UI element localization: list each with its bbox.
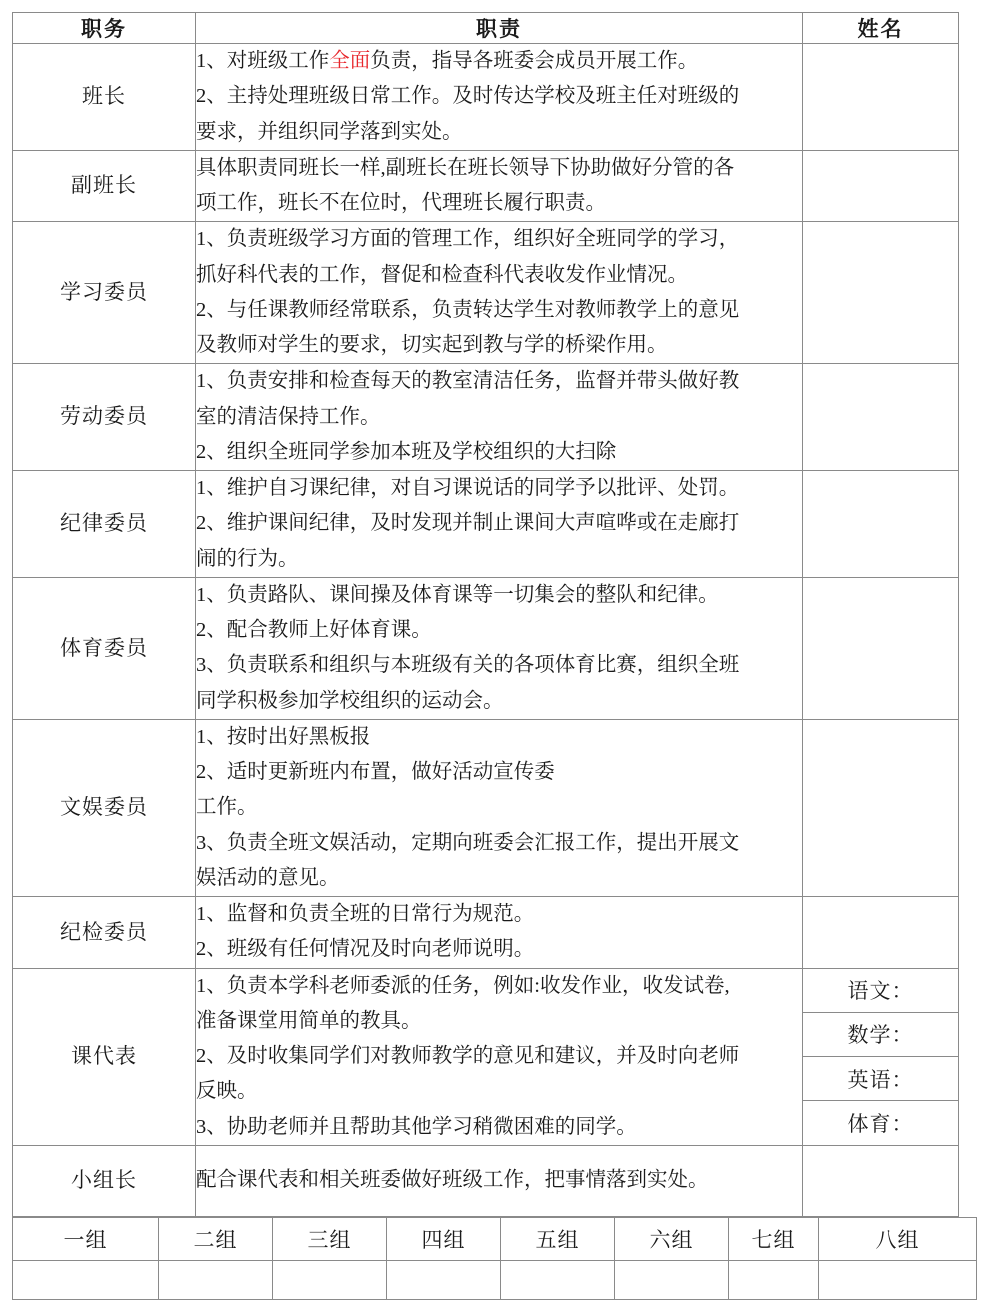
group-label-2: 二组 (159, 1217, 273, 1260)
duty-text (196, 471, 803, 578)
name-input-cell[interactable] (803, 897, 959, 969)
table-row (13, 1145, 959, 1216)
duty-line: 3、负责全班文娱活动，定期向班委会汇报工作，提出开展文 (196, 831, 740, 854)
duty-line: 具体职责同班长一样,副班长在班长领导下协助做好分管的各 (196, 156, 735, 179)
role-label: 纪律委员 (13, 471, 196, 578)
name-input-cell[interactable] (803, 150, 959, 222)
table-row (13, 577, 959, 719)
duty-line: 项工作，班长不在位时，代理班长履行职责。 (196, 192, 606, 214)
name-input-cell[interactable] (803, 577, 959, 719)
duty-text (196, 44, 803, 151)
duty-line: 2、组织全班同学参加本班及学校组织的大扫除 (196, 440, 617, 463)
duty-line: 抓好科代表的工作，督促和检查科代表收发作业情况。 (196, 263, 688, 286)
duty-line-pre: 1、对班级工作 (196, 50, 330, 72)
duty-line: 工作。 (196, 796, 258, 819)
class-duty-table (12, 12, 959, 1217)
duty-line: 2、及时收集同学们对教师教学的意见和建议，并及时向老师 (196, 1045, 740, 1067)
table-row (13, 364, 959, 471)
duty-line: 1、按时出好黑板报 (196, 725, 371, 748)
duty-text (196, 222, 803, 364)
role-label: 小组长 (13, 1145, 196, 1216)
duty-line: 3、负责联系和组织与本班级有关的各项体育比赛，组织全班 (196, 654, 740, 677)
group-label-4: 四组 (387, 1217, 501, 1260)
name-input-cell[interactable] (803, 471, 959, 578)
duty-line: 1、负责本学科老师委派的任务，例如:收发作业，收发试卷, (196, 974, 730, 997)
name-input-cell[interactable] (803, 719, 959, 896)
duty-line (196, 44, 802, 79)
name-input-cell[interactable] (803, 364, 959, 471)
duty-line: 要求，并组织同学落到实处。 (196, 120, 463, 143)
role-label: 文娱委员 (13, 719, 196, 896)
role-label: 班长 (13, 44, 196, 151)
group-label-3: 三组 (273, 1217, 387, 1260)
table-row (13, 222, 959, 364)
role-label: 副班长 (13, 150, 196, 222)
group-table-body (13, 1217, 977, 1299)
duty-line-post: 负责，指导各班委会成员开展工作。 (370, 50, 699, 72)
duty-text (196, 577, 803, 719)
header-name: 姓名 (803, 13, 959, 44)
group-label-6: 六组 (615, 1217, 729, 1260)
duty-line: 2、班级有任何情况及时向老师说明。 (196, 938, 535, 961)
duty-line: 2、适时更新班内布置，做好活动宣传委 (196, 761, 555, 783)
role-label: 体育委员 (13, 577, 196, 719)
duty-highlight: 全面 (329, 50, 371, 72)
duty-line: 反映。 (196, 1080, 258, 1103)
group-label-8: 八组 (819, 1217, 977, 1260)
duty-text (196, 1145, 803, 1216)
role-label: 劳动委员 (13, 364, 196, 471)
table-row (13, 968, 959, 1012)
group-label-5: 五组 (501, 1217, 615, 1260)
role-label: 纪检委员 (13, 897, 196, 969)
group-label-7: 七组 (729, 1217, 819, 1260)
group-table (12, 1217, 977, 1300)
duty-line: 2、维护课间纪律，及时发现并制止课间大声喧哗或在走廊打 (196, 512, 740, 535)
table-header-row (13, 13, 959, 44)
duty-line: 及教师对学生的要求，切实起到教与学的桥梁作用。 (196, 334, 668, 356)
table-row (13, 719, 959, 896)
role-label: 课代表 (13, 968, 196, 1145)
subject-english-cell[interactable]: 英语： (803, 1057, 959, 1101)
duty-line: 闹的行为。 (196, 547, 299, 570)
table-row (13, 44, 959, 151)
name-input-cell[interactable] (803, 222, 959, 364)
table-row (13, 150, 959, 222)
subject-pe-cell[interactable]: 体育： (803, 1101, 959, 1145)
duty-line: 准备课堂用简单的教具。 (196, 1009, 422, 1032)
duty-line: 1、负责班级学习方面的管理工作，组织好全班同学的学习， (196, 228, 740, 251)
duty-line: 娱活动的意见。 (196, 866, 340, 889)
duty-line: 1、维护自习课纪律，对自习课说话的同学予以批评、处罚。 (196, 477, 740, 499)
duty-line: 1、监督和负责全班的日常行为规范。 (196, 903, 535, 925)
duty-line: 室的清洁保持工作。 (196, 405, 381, 428)
duty-text (196, 897, 803, 969)
duty-line: 2、与任课教师经常联系，负责转达学生对教师教学上的意见 (196, 298, 740, 321)
duty-text (196, 968, 803, 1145)
duty-line: 同学积极参加学校组织的运动会。 (196, 689, 504, 712)
duty-line: 1、负责安排和检查每天的教室清洁任务，监督并带头做好教 (196, 370, 740, 393)
table-row (13, 471, 959, 578)
role-label: 学习委员 (13, 222, 196, 364)
group-header-row (13, 1217, 977, 1260)
subject-math-cell[interactable]: 数学： (803, 1012, 959, 1056)
duty-line: 1、负责路队、课间操及体育课等一切集会的整队和纪律。 (196, 583, 719, 606)
duty-text (196, 719, 803, 896)
duty-line: 2、主持处理班级日常工作。及时传达学校及班主任对班级的 (196, 85, 740, 108)
group-label-1: 一组 (13, 1217, 159, 1260)
duty-text (196, 150, 803, 222)
header-position: 职务 (13, 13, 196, 44)
duty-line: 3、协助老师并且帮助其他学习稍微困难的同学。 (196, 1115, 637, 1138)
duty-line: 配合课代表和相关班委做好班级工作，把事情落到实处。 (196, 1169, 709, 1192)
duty-text (196, 364, 803, 471)
name-input-cell[interactable] (803, 44, 959, 151)
duty-line: 2、配合教师上好体育课。 (196, 619, 432, 641)
table-row (13, 897, 959, 969)
name-input-cell[interactable] (803, 1145, 959, 1216)
header-duty: 职责 (196, 13, 803, 44)
duty-table-body (13, 13, 959, 1217)
subject-chinese-cell[interactable]: 语文： (803, 968, 959, 1012)
